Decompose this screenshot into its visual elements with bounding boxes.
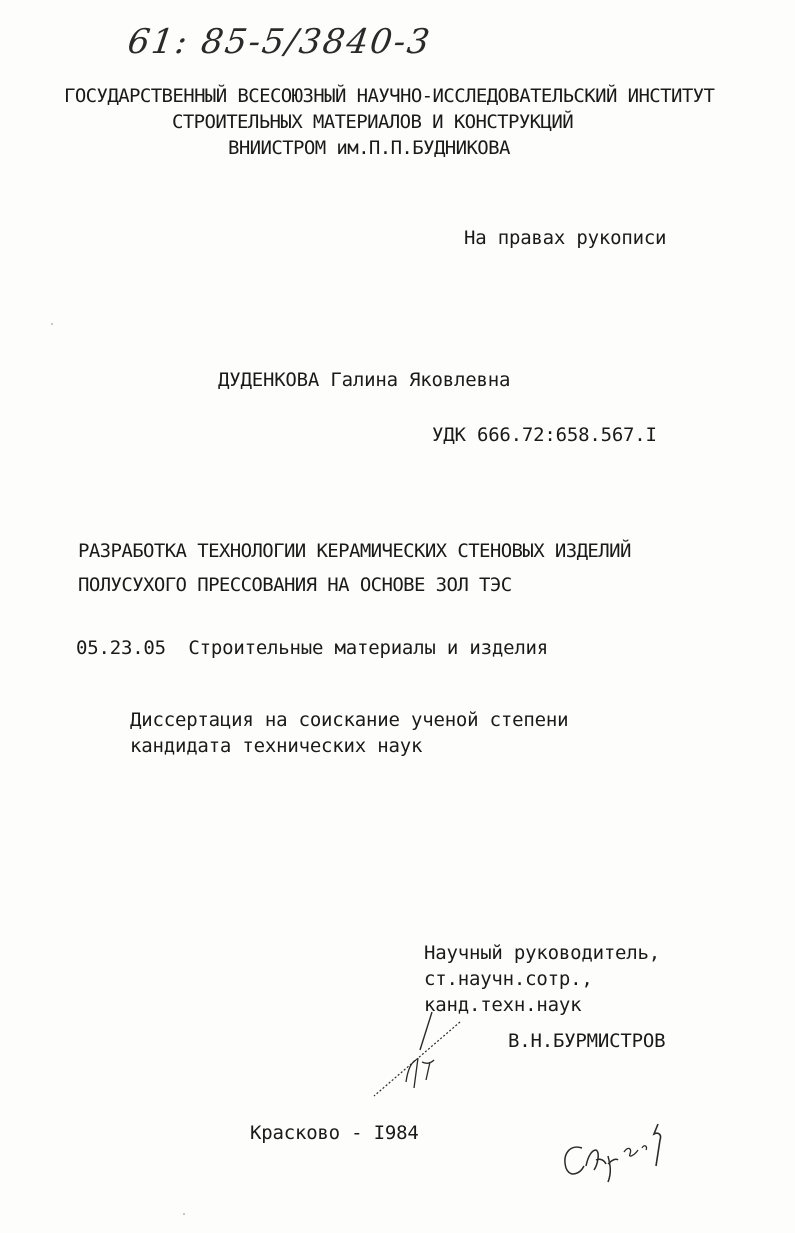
stray-dot-mark <box>50 322 54 326</box>
author-name: ДУДЕНКОВА Галина Яковлевна <box>218 369 511 391</box>
dissertation-title-line-1: РАЗРАБОТКА ТЕХНОЛОГИИ КЕРАМИЧЕСКИХ СТЕНОВЫХ ИЗДЕЛИЙ <box>78 540 631 562</box>
supervisor-signature-mark <box>360 1010 480 1110</box>
supervisor-role: Научный руководитель, <box>424 942 661 964</box>
stray-dot-mark <box>182 1212 186 1216</box>
supervisor-name: В.Н.БУРМИСТРОВ <box>508 1030 666 1052</box>
author-signature <box>558 1120 678 1190</box>
place-and-year: Красково - I984 <box>250 1122 419 1144</box>
supervisor-position: ст.научн.сотр., <box>424 968 593 990</box>
institute-line-1: ГОСУДАРСТВЕННЫЙ ВСЕСОЮЗНЫЙ НАУЧНО-ИССЛЕДОВАТЕЛЬСКИЙ ИНСТИТУТ <box>64 85 715 107</box>
dissertation-degree-line-1: Диссертация на соискание ученой степени <box>130 709 569 731</box>
institute-line-3: ВНИИСТРОМ им.П.П.БУДНИКОВА <box>228 137 510 159</box>
dissertation-title-line-2: ПОЛУСУХОГО ПРЕССОВАНИЯ НА ОСНОВЕ ЗОЛ ТЭС <box>78 574 512 596</box>
dissertation-degree-line-2: кандидата технических наук <box>130 735 423 757</box>
manuscript-rights-note: На правах рукописи <box>464 227 667 249</box>
supervisor-degree: канд.техн.наук <box>424 994 582 1016</box>
handwritten-archive-number: 61: 85-5/3840-3 <box>125 22 434 62</box>
institute-line-2: СТРОИТЕЛЬНЫХ МАТЕРИАЛОВ И КОНСТРУКЦИЙ <box>172 111 574 133</box>
udc-code: УДК 666.72:658.567.I <box>432 424 657 446</box>
specialty-code: 05.23.05 Строительные материалы и изделия <box>76 637 549 659</box>
